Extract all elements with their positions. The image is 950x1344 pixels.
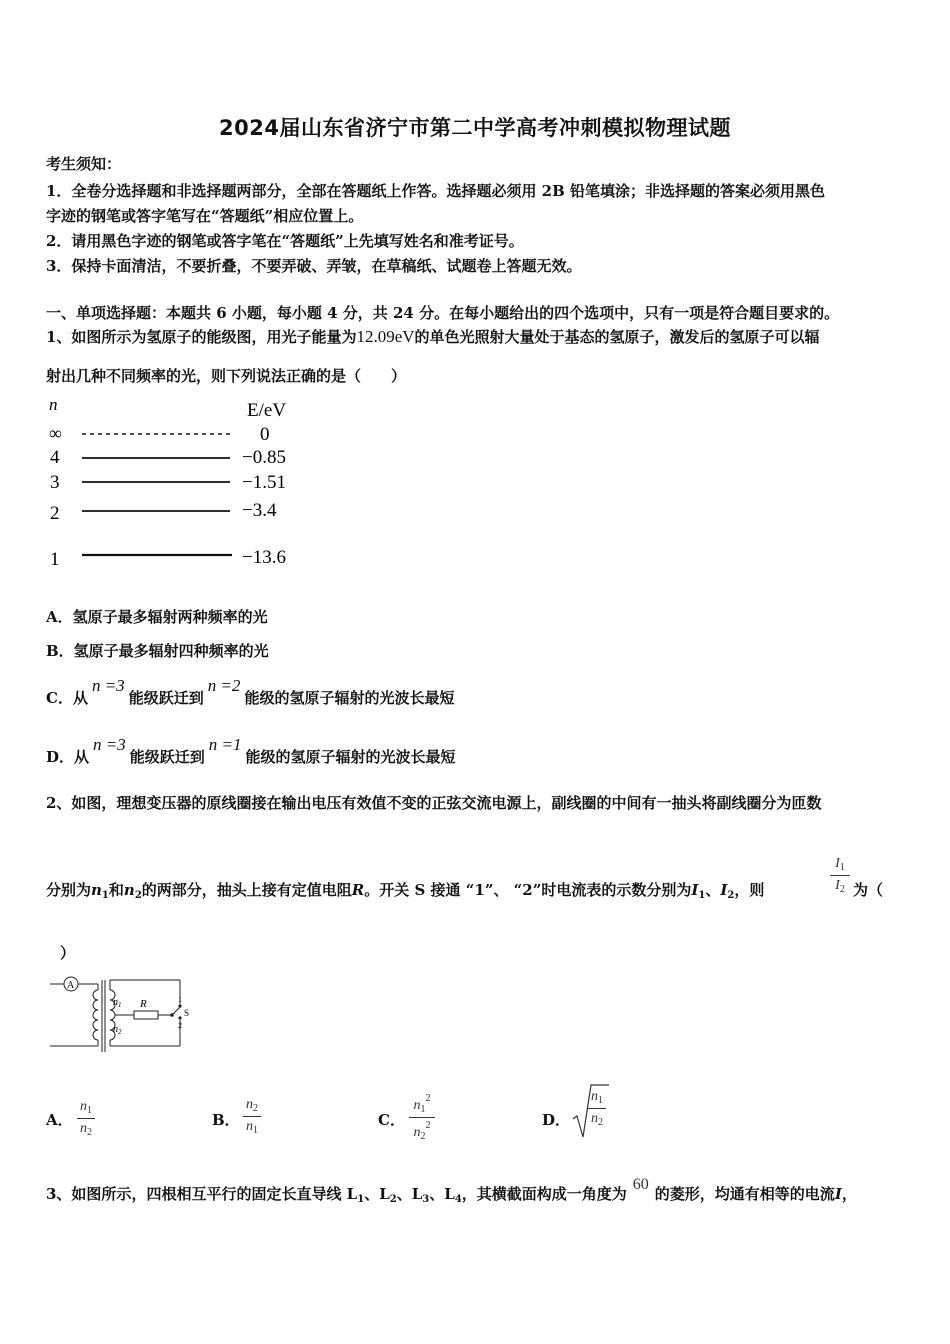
opt-a-num-sub: 1 bbox=[87, 1105, 92, 1116]
opt-d-den: n bbox=[591, 1111, 598, 1126]
q2-text-mid1: 的两部分，抽头上接有定值电阻 bbox=[141, 881, 352, 899]
q3-angle: 60 bbox=[632, 1176, 649, 1193]
q3-stem bbox=[46, 1176, 857, 1205]
coil-n1: n bbox=[113, 997, 118, 1008]
q2-option-c-fraction bbox=[409, 1093, 435, 1142]
q1-option-d bbox=[46, 735, 456, 767]
ammeter-label: A bbox=[67, 980, 75, 991]
energy-level-diagram bbox=[40, 392, 310, 572]
q3-l2-sub: 2 bbox=[389, 1194, 397, 1205]
opt-b-den: n bbox=[246, 1119, 253, 1134]
q1-option-d-from: n =3 bbox=[93, 735, 126, 754]
q3-mid: ，其横截面构成一角度为 bbox=[461, 1185, 627, 1203]
q1-option-a: A．氢原子最多辐射两种频率的光 bbox=[46, 608, 268, 626]
q2-n1-sub: 1 bbox=[101, 890, 109, 901]
q2-then: ，则 bbox=[734, 881, 765, 899]
level-e-2: −3.4 bbox=[242, 500, 277, 521]
q2-stem-close: ） bbox=[60, 944, 76, 962]
coil-n1-label bbox=[113, 997, 122, 1009]
q1-option-c-mid: 能级跃迁到 bbox=[128, 689, 204, 707]
q2-i1: I bbox=[691, 881, 699, 899]
q2-option-b-label: B． bbox=[212, 1111, 240, 1129]
q1-option-d-post: 能级的氢原子辐射的光波长最短 bbox=[245, 748, 456, 766]
q2-text-pre: 分别为 bbox=[46, 881, 92, 899]
notice-line-2: 2．请用黑色字迹的钢笔或答字笔在“答题纸”上先填写姓名和准考证号。 bbox=[46, 232, 524, 250]
diagram-e-label: E/eV bbox=[247, 400, 287, 421]
opt-b-num-sub: 2 bbox=[253, 1103, 258, 1114]
switch-terminal-1: 1 bbox=[178, 995, 182, 1004]
page-title: 2024届山东省济宁市第二中学高考冲刺模拟物理试题 bbox=[219, 116, 731, 140]
q1-stem-line-1 bbox=[46, 326, 820, 347]
q2-stem-end: 为（ bbox=[853, 881, 884, 899]
notice-line-1b: 字迹的钢笔或答字笔写在“答题纸”相应位置上。 bbox=[46, 207, 364, 225]
opt-c-num-sub: 1 bbox=[420, 1104, 426, 1115]
level-n-2: 2 bbox=[50, 503, 60, 524]
q3-pre: 3、如图所示，四根相互平行的固定长直导线 L bbox=[46, 1185, 358, 1203]
q2-i1-sub: 1 bbox=[698, 890, 706, 901]
q1-stem-post: 的单色光照射大量处于基态的氢原子，激发后的氢原子可以辐 bbox=[414, 328, 820, 346]
opt-d-den-sub: 2 bbox=[598, 1117, 603, 1128]
level-n-inf: ∞ bbox=[49, 423, 62, 443]
coil-n2-label bbox=[113, 1024, 122, 1036]
q1-option-c-pre: C．从 bbox=[46, 689, 88, 707]
transformer-circuit bbox=[44, 968, 204, 1056]
q1-option-c-to: n =2 bbox=[207, 676, 241, 695]
opt-b-num: n bbox=[246, 1097, 253, 1112]
level-n-4: 4 bbox=[50, 447, 60, 468]
level-e-1: −13.6 bbox=[242, 547, 286, 568]
ratio-den-sub: 2 bbox=[839, 884, 845, 895]
q3-c2: 、L bbox=[396, 1185, 423, 1203]
q1-option-c-from: n =3 bbox=[91, 676, 125, 695]
level-e-inf: 0 bbox=[260, 424, 270, 445]
q3-c1: 、L bbox=[364, 1185, 390, 1203]
q2-option-d-label: D． bbox=[542, 1111, 571, 1129]
level-e-3: −1.51 bbox=[242, 472, 286, 493]
ratio-num-sub: 1 bbox=[839, 862, 845, 873]
q3-l3-sub: 3 bbox=[422, 1194, 430, 1205]
notice-line-1a: 1．全卷分选择题和非选择题两部分，全部在答题纸上作答。选择题必须用 2B 铅笔填涂；非选择题的答案必须用黑色 bbox=[46, 182, 826, 200]
coil-n2: n bbox=[113, 1024, 118, 1035]
opt-a-num: n bbox=[80, 1099, 87, 1114]
q2-stem-line-1: 2、如图，理想变压器的原线圈接在输出电压有效值不变的正弦交流电源上，副线圈的中间有一抽头将副线圈分为匝数 bbox=[46, 794, 822, 812]
q2-n1: n bbox=[91, 881, 102, 899]
opt-c-num-sup: 2 bbox=[425, 1093, 431, 1104]
q2-i2: I bbox=[720, 881, 728, 899]
q1-photon-energy: 12.09eV bbox=[356, 327, 415, 346]
q1-stem-line-2: 射出几种不同频率的光，则下列说法正确的是（ ） bbox=[46, 367, 407, 385]
q2-option-a-fraction bbox=[77, 1099, 95, 1138]
q3-c3: 、L bbox=[429, 1185, 455, 1203]
q2-option-d-fraction bbox=[588, 1089, 606, 1128]
q2-option-b-fraction bbox=[243, 1097, 261, 1136]
q3-current-symbol: I bbox=[834, 1185, 842, 1203]
opt-c-den: n bbox=[413, 1125, 421, 1140]
switch-terminal-2: 2 bbox=[178, 1021, 182, 1030]
q3-l4-sub: 4 bbox=[454, 1194, 462, 1205]
level-n-1: 1 bbox=[50, 549, 60, 570]
opt-b-den-sub: 1 bbox=[253, 1125, 258, 1136]
q2-text-mid2: 。开关 S 接通 “1”、 “2”时电流表的示数分别为 bbox=[364, 881, 692, 899]
ratio-den: I bbox=[835, 878, 840, 893]
coil-n1-sub: 1 bbox=[118, 1001, 122, 1009]
q1-option-d-pre: D．从 bbox=[46, 748, 90, 766]
q1-option-c bbox=[46, 676, 455, 708]
q1-option-d-to: n =1 bbox=[208, 735, 242, 754]
q2-option-a-label: A． bbox=[46, 1111, 73, 1129]
q1-option-d-mid: 能级跃迁到 bbox=[129, 748, 205, 766]
opt-d-num-sub: 1 bbox=[598, 1095, 603, 1106]
section-heading: 一、单项选择题：本题共 6 小题，每小题 4 分，共 24 分。在每小题给出的四个选项中，只有一项是符合题目要求的。 bbox=[46, 304, 840, 322]
notice-line-3: 3．保持卡面清洁，不要折叠，不要弄破、弄皱，在草稿纸、试题卷上答题无效。 bbox=[46, 257, 582, 275]
q3-end: ， bbox=[841, 1185, 857, 1203]
opt-a-den-sub: 2 bbox=[87, 1127, 92, 1138]
opt-c-num: n bbox=[413, 1098, 421, 1113]
q2-resistor-symbol: R bbox=[351, 881, 365, 899]
opt-d-num: n bbox=[591, 1089, 598, 1104]
q3-post: 的菱形，均通有相等的电流 bbox=[654, 1185, 835, 1203]
level-n-3: 3 bbox=[50, 472, 60, 493]
q1-stem-pre: 1、如图所示为氢原子的能级图，用光子能量为 bbox=[46, 328, 357, 346]
q3-l1-sub: 1 bbox=[357, 1194, 365, 1205]
q2-n2-sub: 2 bbox=[134, 890, 142, 901]
q2-and: 和 bbox=[108, 881, 124, 899]
q2-option-c-label: C． bbox=[378, 1111, 405, 1129]
q1-option-b: B．氢原子最多辐射四种频率的光 bbox=[46, 642, 269, 660]
resistor-label: R bbox=[140, 998, 147, 1010]
ratio-num: I bbox=[835, 856, 840, 871]
q1-option-c-post: 能级的氢原子辐射的光波长最短 bbox=[244, 689, 455, 707]
q2-current-ratio bbox=[830, 856, 850, 895]
opt-c-den-sup: 2 bbox=[425, 1120, 431, 1131]
opt-c-den-sub: 2 bbox=[420, 1131, 426, 1142]
coil-n2-sub: 2 bbox=[118, 1028, 122, 1036]
q2-sep: 、 bbox=[705, 881, 721, 899]
notice-heading: 考生须知： bbox=[46, 155, 122, 173]
switch-label: S bbox=[184, 1008, 190, 1018]
q2-stem-line-2 bbox=[46, 879, 764, 901]
opt-a-den: n bbox=[80, 1121, 87, 1136]
diagram-n-label: n bbox=[49, 395, 58, 414]
level-e-4: −0.85 bbox=[242, 447, 286, 468]
q2-i2-sub: 2 bbox=[727, 890, 735, 901]
q2-n2: n bbox=[123, 881, 135, 899]
